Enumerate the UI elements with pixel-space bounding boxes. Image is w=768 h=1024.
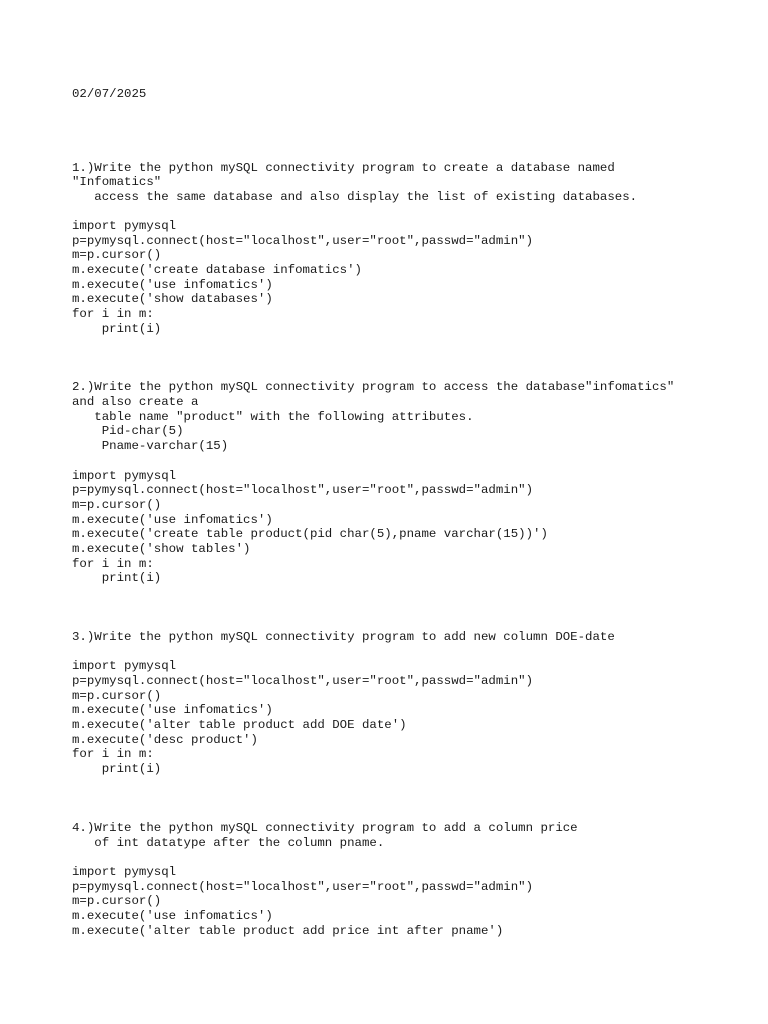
q1-code-line: import pymysql: [72, 219, 177, 233]
q4-prompt-line: 4.)Write the python mySQL connectivity program to add a column price: [72, 821, 578, 835]
q4-code-line: import pymysql: [72, 865, 177, 879]
q3-code-line: m.execute('use infomatics'): [72, 703, 273, 717]
q4-prompt-line: of int datatype after the column pname.: [72, 836, 385, 850]
q3-code-line: p=pymysql.connect(host="localhost",user="root",passwd="admin"): [72, 674, 534, 688]
q1-code-line: p=pymysql.connect(host="localhost",user="root",passwd="admin"): [72, 234, 534, 248]
q1-code-line: print(i): [72, 322, 162, 336]
q3-code-line: for i in m:: [72, 747, 154, 761]
q3-code-line: m.execute('alter table product add DOE date'): [72, 718, 407, 732]
q1-code-line: m.execute('show databases'): [72, 292, 273, 306]
q2-prompt-line: table name "product" with the following attributes.: [72, 410, 474, 424]
q2-code-line: m.execute('create table product(pid char(5),pname varchar(15))'): [72, 527, 548, 541]
q3-code-line: m.execute('desc product'): [72, 733, 258, 747]
q3-code-line: import pymysql: [72, 659, 177, 673]
q1-code-line: m.execute('create database infomatics'): [72, 263, 362, 277]
q2-prompt-line: Pid-char(5): [72, 424, 184, 438]
q4-code-line: p=pymysql.connect(host="localhost",user="root",passwd="admin"): [72, 880, 534, 894]
q1-prompt-line: "Infomatics": [72, 175, 162, 189]
q4-code-line: m.execute('alter table product add price int after pname'): [72, 924, 504, 938]
q2-code-line: print(i): [72, 571, 162, 585]
q1-prompt-line: access the same database and also display the list of existing databases.: [72, 190, 638, 204]
q2-prompt-line: 2.)Write the python mySQL connectivity program to access the database"infomatics": [72, 380, 675, 394]
q2-code-line: for i in m:: [72, 557, 154, 571]
q1-prompt-line: 1.)Write the python mySQL connectivity program to create a database named: [72, 161, 615, 175]
q2-code-line: p=pymysql.connect(host="localhost",user="root",passwd="admin"): [72, 483, 534, 497]
q1-code-line: m=p.cursor(): [72, 248, 162, 262]
q2-code-line: m.execute('show tables'): [72, 542, 251, 556]
q2-code-line: m.execute('use infomatics'): [72, 513, 273, 527]
q2-prompt-line: and also create a: [72, 395, 199, 409]
q4-code-line: m.execute('use infomatics'): [72, 909, 273, 923]
q2-code-line: import pymysql: [72, 469, 177, 483]
q3-code-line: print(i): [72, 762, 162, 776]
q3-prompt-line: 3.)Write the python mySQL connectivity program to add new column DOE-date: [72, 630, 615, 644]
q2-prompt-line: Pname-varchar(15): [72, 439, 229, 453]
q1-code-line: for i in m:: [72, 307, 154, 321]
q4-code-line: m=p.cursor(): [72, 894, 162, 908]
q1-code-line: m.execute('use infomatics'): [72, 278, 273, 292]
q3-code-line: m=p.cursor(): [72, 689, 162, 703]
q2-code-line: m=p.cursor(): [72, 498, 162, 512]
document-date: 02/07/2025: [72, 87, 147, 101]
